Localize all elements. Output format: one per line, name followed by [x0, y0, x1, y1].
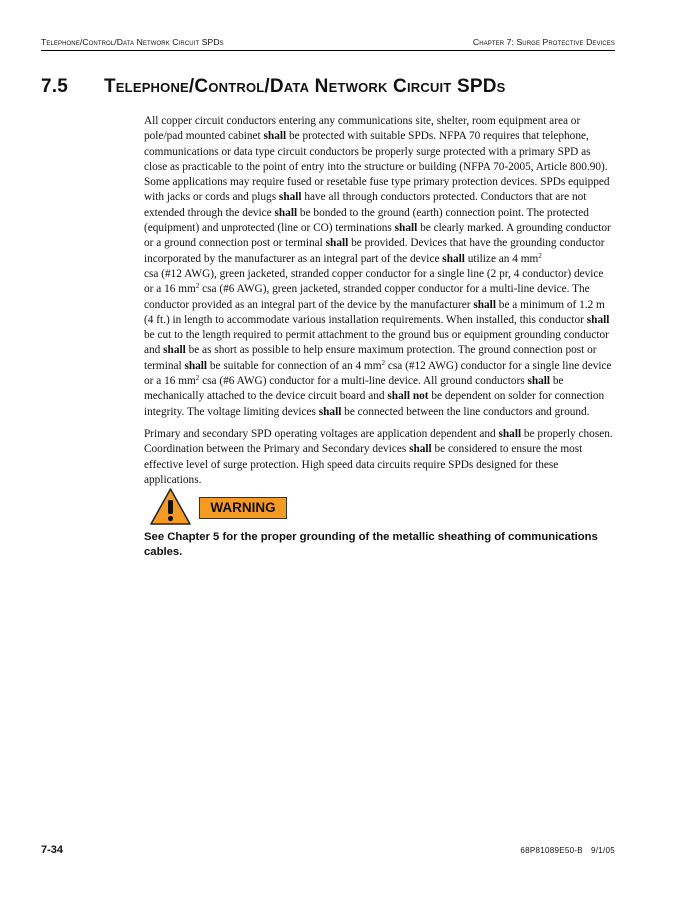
shall-keyword: shall [274, 206, 298, 219]
text-run: All copper circuit conductors entering any communications site, shelter, room equipment area or pole/pad mounted cabinet [144, 115, 581, 143]
text-run: csa (#6 AWG), green jacketed, stranded copper conductor for a multi-line device. The conductor provided as an integral part of the device by the manufacturer [144, 283, 590, 311]
shall-keyword: shall [409, 443, 432, 456]
running-header [41, 34, 615, 51]
superscript: 2 [195, 282, 200, 291]
header-chapter-title: Chapter 7: Surge Protective Devices [472, 37, 615, 47]
shall-keyword: shall [394, 222, 418, 235]
document-date: 9/1/05 [590, 846, 615, 855]
warning-label: WARNING [199, 497, 287, 519]
shall-keyword: shall [527, 375, 551, 388]
shall-keyword: shall [318, 405, 342, 418]
text-run: be considered to ensure the most effective level of surge protection. High speed data circuits require SPDs designed for these applications. [144, 443, 583, 486]
paragraph-operating-voltages [144, 427, 614, 488]
warning-text: See Chapter 5 for the proper grounding of the metallic sheathing of communications cables. [144, 531, 598, 558]
superscript: 2 [381, 358, 386, 367]
header-left-title: Telephone/Control/Data Network Circuit SPDs [41, 37, 224, 47]
text-run: csa (#6 AWG) conductor for a multi-line device. All ground conductors [199, 375, 528, 388]
text-run: be as short as possible to help ensure maximum protection. The ground connection post or terminal [144, 344, 597, 372]
text-run: be provided. Devices that have the grounding conductor incorporated by the manufacturer as an integral part of the device [144, 237, 605, 265]
text-run: csa (#12 AWG), green jacketed, stranded copper conductor for a single line (2 pr, 4 conductor) device or a 16 mm [144, 267, 604, 296]
page-number: 7-34 [41, 844, 64, 856]
section-title: Telephone/Control/Data Network Circuit SPDs [104, 76, 506, 97]
text-run: be cut to the length required to permit attachment to the ground bus or equipment grounding conductor and [144, 329, 609, 357]
body-text [144, 114, 614, 495]
text-run: be protected with suitable SPDs. NFPA 70 requires that telephone, communications or data type circuit conductors be properly surge protected with a primary SPD as close as practicable to the point of entry into the structure or building (NFPA 70-2005, Article 800.90). Some applications may require fused or resetable fuse type primary protection devices. SPDs equipped with jacks or cords and plugs [144, 130, 610, 204]
paragraph-grounding [144, 114, 614, 420]
text-run: be properly chosen. Coordination between the Primary and Secondary devices [144, 427, 613, 456]
text-run: be mechanically attached to the device circuit board and [144, 375, 564, 403]
shall-keyword: shall [163, 344, 186, 357]
text-run: be clearly marked. A grounding conductor or a ground connection post or terminal [144, 222, 611, 250]
text-run: be dependent on solder for connection integrity. The voltage limiting devices [144, 390, 605, 418]
text-run: utilize an 4 mm [464, 252, 539, 265]
shall-keyword: shall [263, 130, 287, 143]
shall-keyword: shall [184, 359, 208, 372]
text-run: be a minimum of 1.2 m (4 ft.) in length to accommodate various installation requirements. When installed, this conductor [144, 298, 605, 326]
shall-keyword: shall [325, 237, 349, 250]
section-number: 7.5 [41, 76, 69, 97]
shall-not-keyword: shall not [387, 390, 429, 403]
shall-keyword: shall [498, 427, 522, 440]
shall-keyword: shall [473, 298, 496, 311]
shall-keyword: shall [278, 191, 302, 204]
shall-keyword: shall [586, 313, 610, 326]
warning-triangle-icon [149, 487, 192, 526]
text-run: csa (#12 AWG) conductor for a single line device or a 16 mm [144, 359, 612, 388]
superscript: 2 [538, 251, 542, 260]
text-run: be suitable for connection of an 4 mm [207, 359, 382, 372]
superscript: 2 [195, 374, 200, 383]
document-number: 68P81089E50-B [520, 846, 583, 855]
text-run: Primary and secondary SPD operating voltages are application dependent and [144, 427, 499, 440]
text-run: be connected between the line conductors and ground. [341, 405, 590, 418]
shall-keyword: shall [442, 252, 465, 265]
footer-document-info [520, 846, 615, 855]
text-run: be bonded to the ground (earth) connection point. The protected (equipment) and unprotected (line or CO) terminations [144, 206, 589, 235]
text-run: have all through conductors protected. Conductors that are not extended through the device [144, 191, 587, 219]
